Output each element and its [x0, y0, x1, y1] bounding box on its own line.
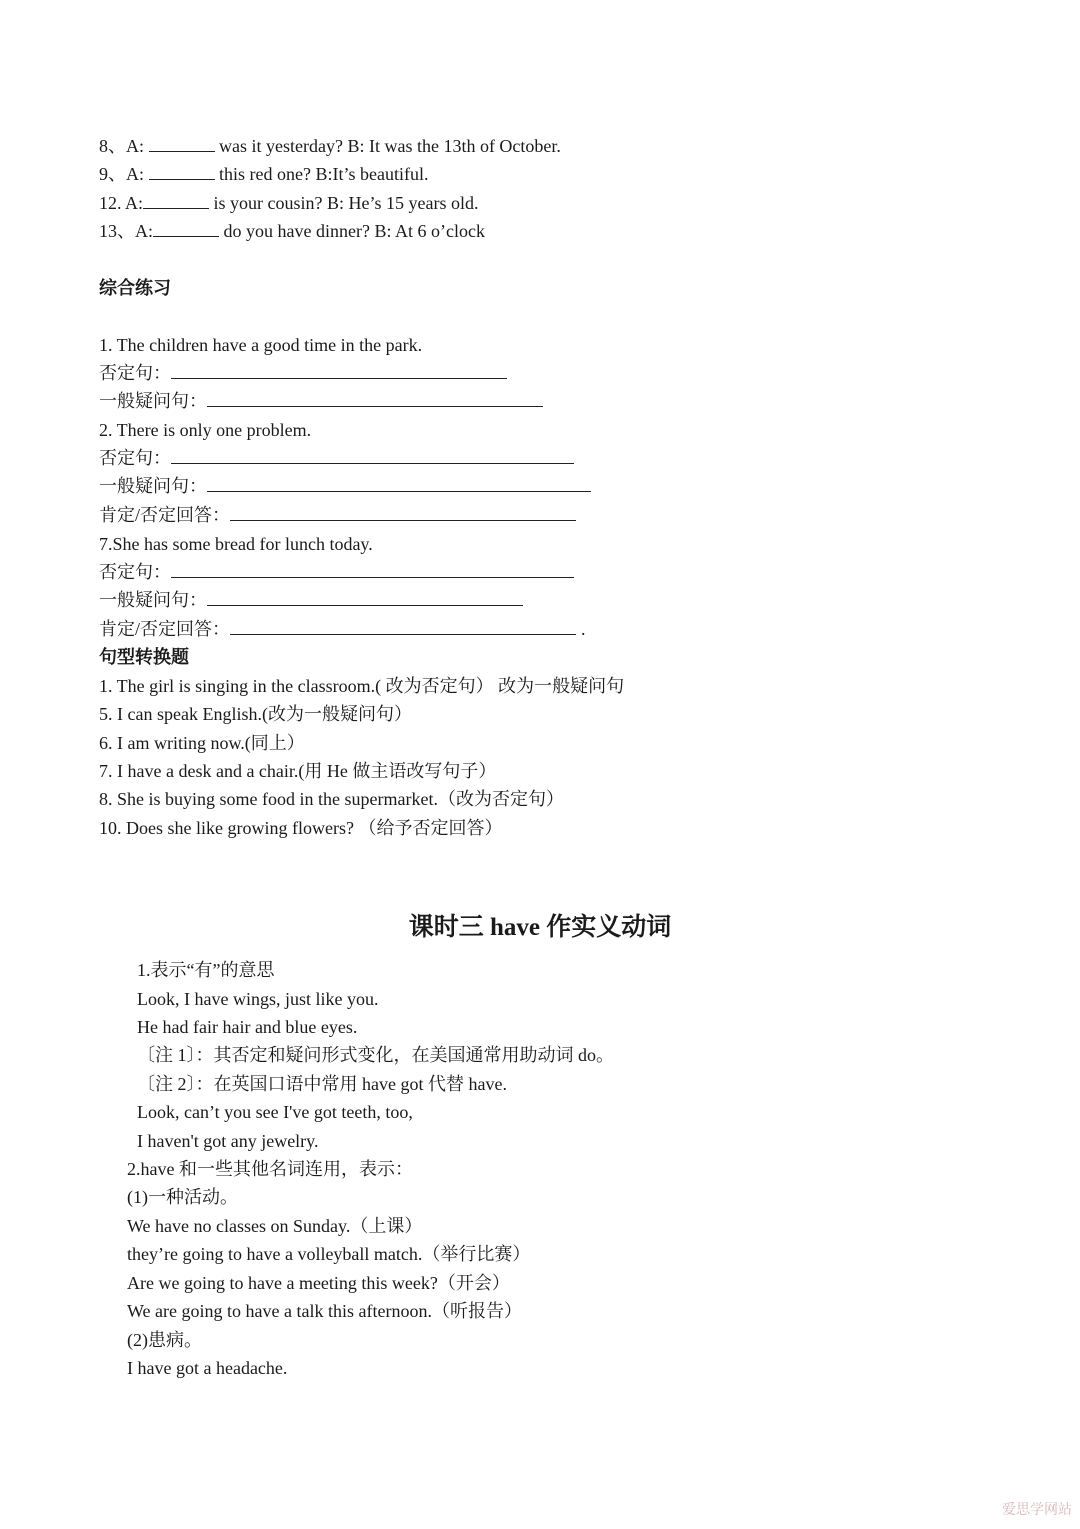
transform-item: 8. She is buying some food in the supermarket.（改为否定句） — [99, 789, 564, 809]
negative-line: 否定句： — [99, 560, 574, 584]
answer-blank — [171, 446, 574, 464]
lesson-line: Look, can’t you see I've got teeth, too, — [137, 1102, 413, 1122]
question-line: 一般疑问句： — [99, 474, 591, 498]
lesson-line: they’re going to have a volleyball match.（举行比赛） — [127, 1244, 531, 1264]
answer-blank — [153, 219, 219, 237]
lesson-line: 〔注 2〕：在英国口语中常用 have got 代替 have. — [137, 1074, 507, 1094]
answer-blank — [230, 617, 576, 635]
lesson-line: 1.表示“有”的意思 — [137, 960, 275, 980]
negative-line: 否定句： — [99, 361, 507, 385]
answer-blank — [207, 474, 591, 492]
question-line: 一般疑问句： — [99, 389, 543, 413]
lesson-line: 〔注 1〕：其否定和疑问形式变化，在美国通常用助动词 do。 — [137, 1045, 614, 1065]
section-heading-transformation: 句型转换题 — [99, 647, 189, 667]
transform-item: 5. I can speak English.(改为一般疑问句） — [99, 704, 412, 724]
lesson-line: (1)一种活动。 — [127, 1187, 238, 1207]
lesson-title: 课时三 have 作实义动词 — [408, 914, 672, 941]
answer-blank — [171, 361, 507, 379]
answer-blank — [207, 389, 543, 407]
answer-blank — [230, 503, 576, 521]
lesson-line: He had fair hair and blue eyes. — [137, 1017, 358, 1037]
exercise-1-sentence: 1. The children have a good time in the park. — [99, 335, 423, 355]
question-12: 12. A: is your cousin? B: He’s 15 years old. — [99, 193, 479, 213]
transform-item: 1. The girl is singing in the classroom.( 改为否定句） 改为一般疑问句 — [99, 676, 625, 696]
transform-item: 10. Does she like growing flowers? （给予否定回答） — [99, 818, 503, 838]
lesson-line: We have no classes on Sunday.（上课） — [127, 1216, 423, 1236]
section-heading-comprehensive: 综合练习 — [99, 278, 171, 298]
lesson-line: 2.have 和一些其他名词连用，表示： — [127, 1159, 413, 1179]
exercise-2-sentence: 2. There is only one problem. — [99, 420, 312, 440]
negative-line: 否定句： — [99, 446, 574, 470]
answer-blank — [207, 588, 523, 606]
question-8: 8、A: was it yesterday? B: It was the 13th of October. — [99, 136, 561, 156]
answer-blank — [149, 162, 215, 180]
exercise-7-sentence: 7.She has some bread for lunch today. — [99, 534, 373, 554]
answer-line: 肯定/否定回答： . — [99, 619, 586, 639]
answer-blank — [149, 134, 215, 152]
answer-blank — [143, 191, 209, 209]
transform-item: 7. I have a desk and a chair.(用 He 做主语改写句子） — [99, 761, 497, 781]
transform-item: 6. I am writing now.(同上） — [99, 733, 305, 753]
lesson-line: I haven't got any jewelry. — [137, 1131, 319, 1151]
answer-blank — [171, 560, 574, 578]
lesson-line: Look, I have wings, just like you. — [137, 989, 379, 1009]
answer-line: 肯定/否定回答： — [99, 503, 576, 527]
question-9: 9、A: this red one? B:It’s beautiful. — [99, 164, 429, 184]
question-line: 一般疑问句： — [99, 588, 523, 612]
lesson-line: We are going to have a talk this afternoon.（听报告） — [127, 1301, 522, 1321]
lesson-line: Are we going to have a meeting this week?（开会） — [127, 1273, 510, 1293]
site-watermark: 爱思学网站 — [1002, 1502, 1072, 1518]
question-13: 13、A: do you have dinner? B: At 6 o’clock — [99, 221, 485, 241]
lesson-line: (2)患病。 — [127, 1330, 202, 1350]
lesson-line: I have got a headache. — [127, 1358, 288, 1378]
